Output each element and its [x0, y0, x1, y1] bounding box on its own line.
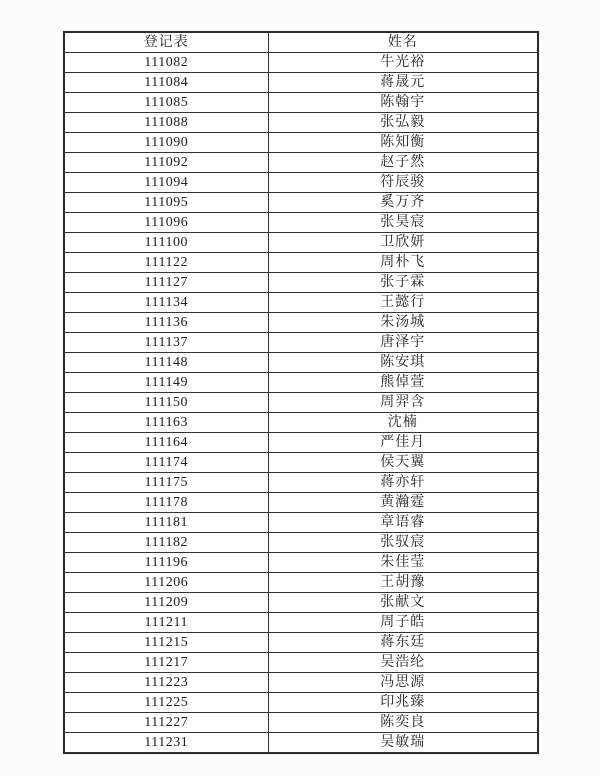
- table-row: [64, 613, 538, 633]
- table-row: [64, 113, 538, 133]
- registration-number: 111181: [64, 513, 268, 533]
- table-row: [64, 293, 538, 313]
- registration-number: 111231: [64, 733, 268, 754]
- table-row: [64, 433, 538, 453]
- registration-number: 111150: [64, 393, 268, 413]
- registration-number: 111134: [64, 293, 268, 313]
- registration-number: 111206: [64, 573, 268, 593]
- table-row: [64, 253, 538, 273]
- registration-number: 111178: [64, 493, 268, 513]
- table-row: [64, 133, 538, 153]
- registration-number: 111163: [64, 413, 268, 433]
- registration-number: 111223: [64, 673, 268, 693]
- registration-number: 111149: [64, 373, 268, 393]
- registration-number: 111127: [64, 273, 268, 293]
- registration-number: 111148: [64, 353, 268, 373]
- registration-number: 111095: [64, 193, 268, 213]
- registration-number: 111090: [64, 133, 268, 153]
- student-name: 赵子然: [268, 153, 538, 173]
- registration-number: 111096: [64, 213, 268, 233]
- student-name: 蒋东廷: [268, 633, 538, 653]
- table-row: [64, 573, 538, 593]
- table-row: [64, 633, 538, 653]
- student-name: 吴浩纶: [268, 653, 538, 673]
- student-name: 陈安琪: [268, 353, 538, 373]
- student-name: 蒋亦轩: [268, 473, 538, 493]
- student-name: 朱佳莹: [268, 553, 538, 573]
- student-name: 蒋晟元: [268, 73, 538, 93]
- table-row: [64, 53, 538, 73]
- student-name: 陈知衡: [268, 133, 538, 153]
- table-row: [64, 553, 538, 573]
- registration-number: 111092: [64, 153, 268, 173]
- student-name: 王胡豫: [268, 573, 538, 593]
- table-row: [64, 353, 538, 373]
- registration-number: 111136: [64, 313, 268, 333]
- registration-number: 111182: [64, 533, 268, 553]
- roster-table: [63, 31, 539, 754]
- table-row: [64, 93, 538, 113]
- student-name: 周朴飞: [268, 253, 538, 273]
- registration-number: 111094: [64, 173, 268, 193]
- table-row: [64, 653, 538, 673]
- table-row: [64, 493, 538, 513]
- student-name: 章语睿: [268, 513, 538, 533]
- registration-number: 111227: [64, 713, 268, 733]
- student-name: 唐泽宇: [268, 333, 538, 353]
- student-name: 黄瀚霆: [268, 493, 538, 513]
- table-row: [64, 313, 538, 333]
- student-name: 印兆臻: [268, 693, 538, 713]
- student-name: 沈楠: [268, 413, 538, 433]
- student-name: 张驭宸: [268, 533, 538, 553]
- student-name: 冯思源: [268, 673, 538, 693]
- student-name: 卫欣妍: [268, 233, 538, 253]
- column-header-name: 姓名: [268, 32, 538, 53]
- registration-number: 111225: [64, 693, 268, 713]
- registration-number: 111215: [64, 633, 268, 653]
- registration-number: 111137: [64, 333, 268, 353]
- table-row: [64, 393, 538, 413]
- student-name: 张子霖: [268, 273, 538, 293]
- roster-container: [63, 31, 539, 754]
- student-name: 周子皓: [268, 613, 538, 633]
- registration-number: 111211: [64, 613, 268, 633]
- registration-number: 111122: [64, 253, 268, 273]
- registration-number: 111085: [64, 93, 268, 113]
- registration-number: 111196: [64, 553, 268, 573]
- header-row: [64, 32, 538, 53]
- registration-number: 111082: [64, 53, 268, 73]
- student-name: 符辰骏: [268, 173, 538, 193]
- table-row: [64, 213, 538, 233]
- table-row: [64, 693, 538, 713]
- table-row: [64, 453, 538, 473]
- table-row: [64, 473, 538, 493]
- registration-number: 111164: [64, 433, 268, 453]
- registration-number: 111174: [64, 453, 268, 473]
- table-row: [64, 193, 538, 213]
- student-name: 周羿含: [268, 393, 538, 413]
- table-row: [64, 413, 538, 433]
- registration-number: 111088: [64, 113, 268, 133]
- student-name: 熊倬萱: [268, 373, 538, 393]
- registration-number: 111084: [64, 73, 268, 93]
- registration-number: 111175: [64, 473, 268, 493]
- registration-number: 111100: [64, 233, 268, 253]
- table-row: [64, 173, 538, 193]
- student-name: 陈奕良: [268, 713, 538, 733]
- student-name: 侯天翼: [268, 453, 538, 473]
- student-name: 陈翰宇: [268, 93, 538, 113]
- registration-number: 111217: [64, 653, 268, 673]
- table-row: [64, 73, 538, 93]
- registration-number: 111209: [64, 593, 268, 613]
- student-name: 严佳月: [268, 433, 538, 453]
- table-row: [64, 733, 538, 754]
- table-row: [64, 153, 538, 173]
- student-name: 牛光裕: [268, 53, 538, 73]
- student-name: 吴敏瑞: [268, 733, 538, 754]
- table-row: [64, 593, 538, 613]
- table-row: [64, 713, 538, 733]
- table-row: [64, 273, 538, 293]
- student-name: 张弘毅: [268, 113, 538, 133]
- table-row: [64, 333, 538, 353]
- student-name: 张昊宸: [268, 213, 538, 233]
- student-name: 王懿行: [268, 293, 538, 313]
- student-name: 张献文: [268, 593, 538, 613]
- column-header-registration: 登记表: [64, 32, 268, 53]
- table-row: [64, 533, 538, 553]
- table-row: [64, 673, 538, 693]
- student-name: 朱汤城: [268, 313, 538, 333]
- table-row: [64, 373, 538, 393]
- table-row: [64, 233, 538, 253]
- student-name: 奚万齐: [268, 193, 538, 213]
- table-row: [64, 513, 538, 533]
